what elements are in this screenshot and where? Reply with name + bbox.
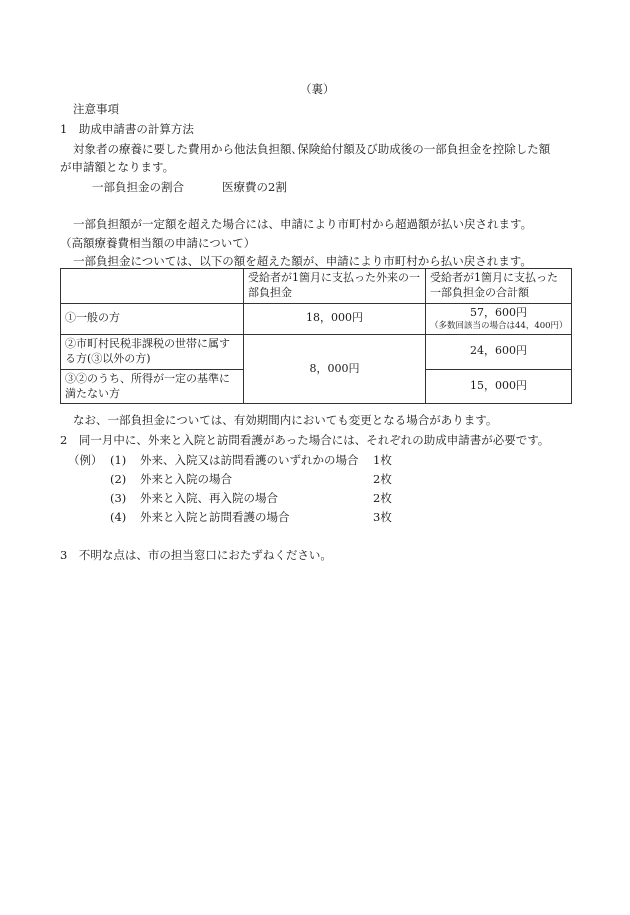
example-text: 外来と入院の場合 xyxy=(140,472,232,486)
table-header-empty xyxy=(61,269,244,304)
example-text: 外来と入院、再入院の場合 xyxy=(140,491,278,505)
example-num: (1) xyxy=(110,453,127,467)
ratio-label: 一部負担金の割合 xyxy=(92,180,184,194)
row-total-general xyxy=(426,303,572,334)
notes-heading: 注意事項 xyxy=(73,102,119,116)
high-cost-title: （高額療養費相当額の申請について） xyxy=(60,236,256,250)
fee-table xyxy=(60,268,572,404)
row-label-non-taxable: ②市町村民税非課税の世帯に属する方(③以外の方) xyxy=(61,335,244,370)
example-count: 1枚 xyxy=(373,453,392,467)
table-header-row xyxy=(61,269,572,304)
example-count: 2枚 xyxy=(373,491,392,505)
row-total-non-taxable: 24，600円 xyxy=(426,335,572,370)
table-row xyxy=(61,303,572,334)
table-row xyxy=(61,335,572,370)
section-3-title: 3 不明な点は、市の担当窓口におたずねください。 xyxy=(60,548,332,562)
refund-note: 一部負担額が一定額を超えた場合には、申請により市町村から超過額が払い戻されます。 xyxy=(73,217,533,231)
header-outpatient: 受給者が1箇月に支払った外来の一部負担金 xyxy=(244,269,426,304)
header-total: 受給者が1箇月に支払った一部負担金の合計額 xyxy=(426,269,572,304)
row-total-low-income: 15，000円 xyxy=(426,369,572,404)
high-cost-body: 一部負担金については、以下の額を超えた額が、申請により市町村から払い戻されます。 xyxy=(73,254,532,268)
ratio-value: 医療費の2割 xyxy=(222,180,287,194)
example-label: （例） xyxy=(68,453,103,467)
section-1-body-line-2: が申請額となります。 xyxy=(60,160,175,174)
example-text: 外来と入院と訪問看護の場合 xyxy=(140,510,290,524)
row-outpatient-general: 18，000円 xyxy=(244,303,426,334)
section-2-title: 2 同一月中に、外来と入院と訪問看護があった場合には、それぞれの助成申請書が必要です。 xyxy=(60,433,550,447)
section-1-title: 1 助成申請書の計算方法 xyxy=(60,122,194,136)
section-1-body-line-1: 対象者の療養に要した費用から他法負担額､保険給付額及び助成後の一部負担金を控除した額 xyxy=(73,142,551,156)
example-count: 3枚 xyxy=(373,510,392,524)
total-general-value: 57，600円 xyxy=(470,305,527,319)
example-text: 外来、入院又は訪問看護のいずれかの場合 xyxy=(140,453,359,467)
row-outpatient-low-income: 8，000円 xyxy=(244,335,426,404)
side-label: （裏） xyxy=(300,82,335,96)
example-num: (2) xyxy=(110,472,127,486)
example-num: (4) xyxy=(110,510,127,524)
change-note: なお、一部負担金については、有効期間内においても変更となる場合があります。 xyxy=(73,413,498,427)
example-count: 2枚 xyxy=(373,472,392,486)
total-general-note: （多数回該当の場合は44，400円） xyxy=(430,320,568,331)
row-label-low-income: ③②のうち、所得が一定の基準に満たない方 xyxy=(61,369,244,404)
example-num: (3) xyxy=(110,491,127,505)
row-label-general: ①一般の方 xyxy=(61,303,244,334)
